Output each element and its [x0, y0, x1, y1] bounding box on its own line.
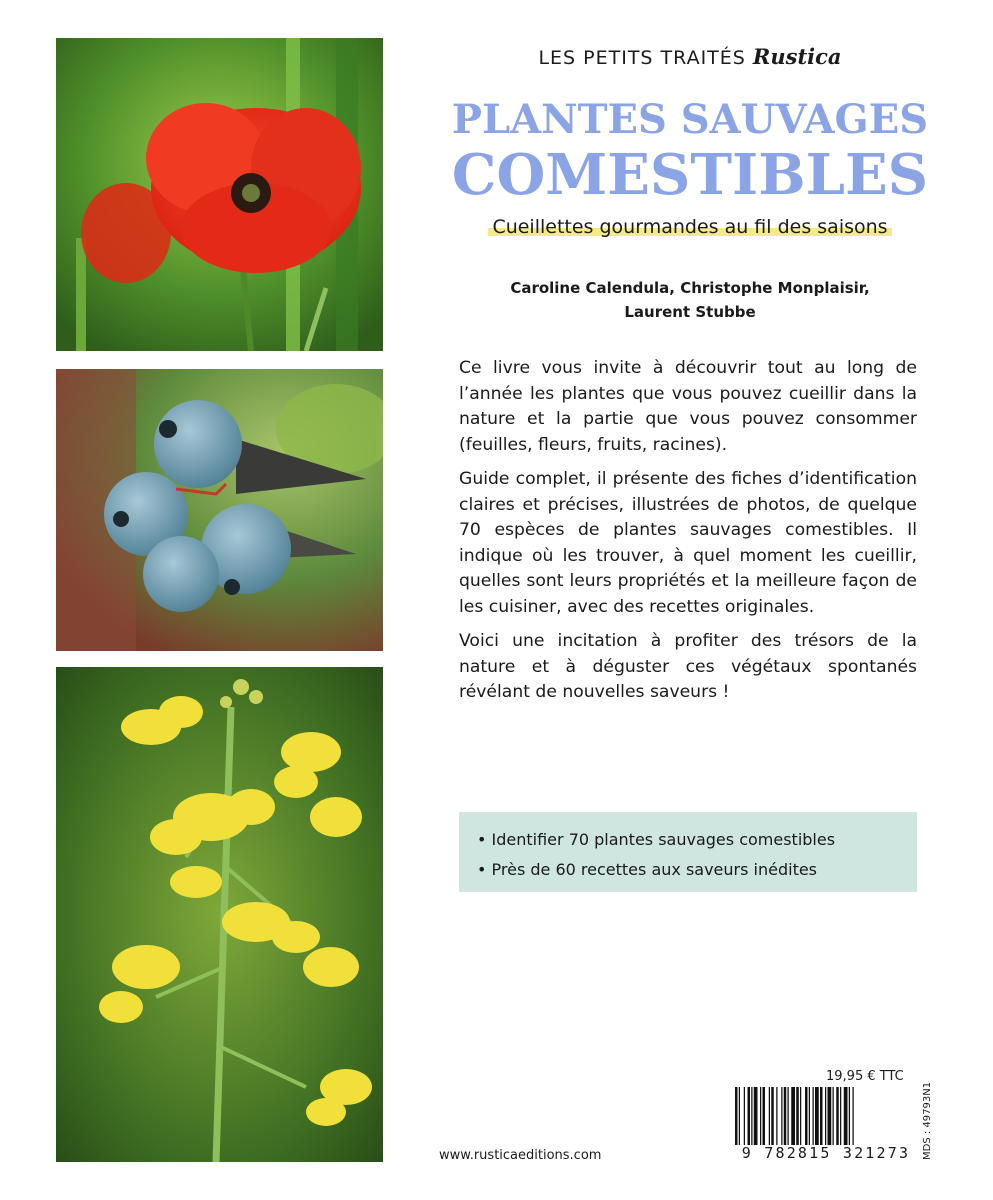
- book-title-line2: COMESTIBLES: [451, 142, 929, 208]
- barcode-bar: [760, 1087, 761, 1145]
- publisher-logo: Rustica: [752, 44, 842, 69]
- authors-line-1: Caroline Calendula, Christophe Monplaisir,: [510, 279, 870, 297]
- barcode-bar: [788, 1087, 789, 1145]
- barcode-bar: [853, 1087, 854, 1145]
- yellow-flowers-photo: [56, 667, 383, 1162]
- description-paragraph: Ce livre vous invite à découvrir tout au long de l’année les plantes que vous pouvez cueillir dans la nature et la partie que vous pouvez consommer (feuilles, fleurs, fruits, racines).: [459, 358, 917, 455]
- barcode-bar: [840, 1087, 841, 1145]
- barcode-bar: [754, 1087, 758, 1145]
- barcode-bar: [849, 1087, 850, 1145]
- barcode-bar: [739, 1087, 740, 1145]
- barcode-bar: [796, 1087, 799, 1145]
- barcode-bar: [769, 1087, 770, 1145]
- authors: [440, 276, 940, 324]
- barcode-bar: [805, 1087, 808, 1145]
- book-description: [459, 356, 917, 715]
- barcode-bar: [828, 1087, 832, 1145]
- mds-code: MDS : 49793N1: [922, 1081, 933, 1160]
- barcode-bar: [781, 1087, 782, 1145]
- blueberries-photo: [56, 369, 383, 651]
- barcode-bar: [815, 1087, 819, 1145]
- book-title-line1: PLANTES SAUVAGES: [451, 96, 929, 143]
- authors-line-2: Laurent Stubbe: [624, 303, 756, 321]
- red-poppy-photo: [56, 38, 383, 351]
- isbn-digits: 9 782815 321273: [741, 1144, 911, 1162]
- description-paragraph: Guide complet, il présente des fiches d’identification claires et précises, illustrées de photos, de quelque 70 espèces de plantes sauvages comestibles. Il indique où les trouver, à quel moment les cueillir, quelles sont leurs propriétés et la meilleure façon de les cuisiner, avec des recettes originales.: [459, 469, 917, 617]
- highlight-item: • Identifier 70 plantes sauvages comestibles: [477, 830, 836, 849]
- book-subtitle: Cueillettes gourmandes au fil des saisons: [488, 216, 891, 238]
- barcode-bar: [800, 1087, 801, 1145]
- barcode: [733, 1087, 917, 1145]
- barcode-bar: [744, 1087, 745, 1145]
- series-name: [440, 44, 940, 69]
- description-paragraph: Voici une incitation à profiter des trésors de la nature et à déguster ces végétaux spontanés révélant de nouvelles saveurs !: [459, 631, 917, 702]
- highlights-box: [459, 812, 917, 892]
- barcode-bar: [836, 1087, 839, 1145]
- barcode-bar: [833, 1087, 834, 1145]
- price-label: 19,95 € TTC: [826, 1069, 904, 1084]
- barcode-bar: [771, 1087, 774, 1145]
- barcode-bar: [820, 1087, 823, 1145]
- barcode-bar: [825, 1087, 826, 1145]
- barcode-bar: [735, 1087, 738, 1145]
- highlight-item: • Près de 60 recettes aux saveurs inédites: [477, 860, 818, 879]
- barcode-bar: [751, 1087, 752, 1145]
- publisher-website: www.rusticaeditions.com: [439, 1148, 602, 1163]
- barcode-bar: [763, 1087, 766, 1145]
- barcode-bar: [748, 1087, 751, 1145]
- barcode-bar: [776, 1087, 777, 1145]
- barcode-bar: [791, 1087, 795, 1145]
- series-label: LES PETITS TRAITÉS: [538, 47, 746, 69]
- barcode-bar: [844, 1087, 848, 1145]
- barcode-bar: [809, 1087, 810, 1145]
- subtitle-container: [440, 216, 940, 238]
- barcode-bar: [784, 1087, 787, 1145]
- barcode-bar: [813, 1087, 814, 1145]
